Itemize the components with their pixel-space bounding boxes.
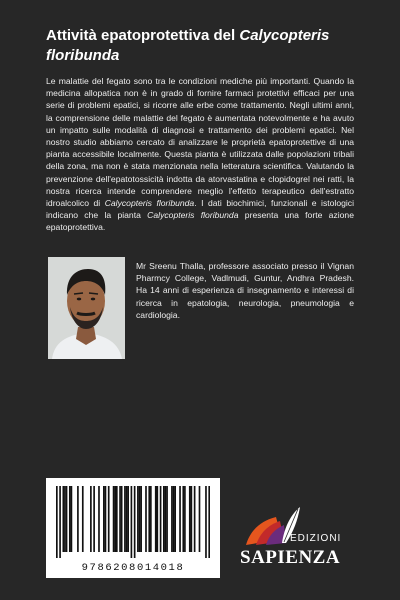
barcode-bar — [77, 486, 79, 552]
barcode-bar — [140, 486, 142, 552]
isbn-barcode — [46, 478, 220, 578]
barcode-bar — [163, 486, 165, 552]
barcode-bar — [56, 486, 58, 558]
barcode-bar — [69, 486, 71, 552]
barcode-bar — [90, 486, 92, 552]
barcode-bar — [184, 486, 186, 552]
barcode-bar — [165, 486, 167, 552]
author-bio: Mr Sreenu Thalla, professore associato presso il Vignan Pharmcy College, Vadlmudi, Guntur, Andhra Pradesh. Ha 14 anni di esperienza di insegnamento e interessi di ricerca in epatologia, neurologia, pneumologia e cardiologia. — [136, 261, 354, 320]
book-title-species: Calycopteris floribunda — [46, 27, 330, 64]
abstract-text-3: presenta una forte azione epatoprotettiva. — [46, 210, 354, 233]
barcode-bar — [114, 486, 116, 552]
barcode-bar — [121, 486, 123, 552]
barcode-bar — [134, 486, 136, 558]
barcode-bar — [59, 486, 61, 558]
barcode-bars — [56, 486, 210, 558]
barcode-bar — [116, 486, 118, 552]
barcode-bar — [174, 486, 176, 552]
publisher-name-small: EDIZIONI — [290, 533, 342, 544]
barcode-bar — [66, 486, 68, 552]
barcode-bar — [194, 486, 196, 552]
barcode-bar — [148, 486, 150, 552]
barcode-bar — [127, 486, 129, 552]
publisher-name-big: SAPIENZA — [240, 547, 341, 568]
barcode-bar — [98, 486, 100, 552]
barcode-bar — [171, 486, 173, 552]
book-title-main: Attività epatoprotettiva del — [46, 27, 240, 44]
barcode-bar — [93, 486, 95, 552]
barcode-bar — [155, 486, 157, 552]
author-portrait-illustration — [48, 257, 125, 359]
barcode-bar — [160, 486, 162, 552]
barcode-bar — [145, 486, 147, 552]
barcode-bar — [124, 486, 126, 552]
barcode-bar — [105, 486, 107, 552]
barcode-bar — [113, 486, 115, 552]
barcode-bar — [150, 486, 152, 552]
publisher-logo — [234, 505, 354, 570]
barcode-bar — [205, 486, 207, 558]
abstract-species-2: Calycopteris floribunda — [147, 210, 239, 221]
author-photo — [48, 257, 125, 359]
barcode-bar — [166, 486, 168, 552]
abstract-text-2: . I dati biochimici, funzionali e istologici indicano che la pianta — [46, 198, 354, 221]
barcode-bar — [173, 486, 175, 552]
barcode-bar — [208, 486, 210, 558]
barcode-bar — [137, 486, 139, 552]
barcode-bar — [157, 486, 159, 552]
barcode-bar — [71, 486, 73, 552]
barcode-bar — [62, 486, 64, 552]
abstract-text-1: Le malattie del fegato sono tra le condizioni mediche più importanti. Quando la medicina allopatica non è in grado di fornire farmaci protettivi efficaci per una serie di problemi epatici, si ricorre alle erbe come trattamento. Negli ultimi anni, la comprensione delle malattie del fegato è aumentata notevolmente e ha avuto un impatto sulle modalità di diagnosi e trattamento dei problemi epatici. Nel nostro studio abbiamo cercato di analizzare le proprietà epatoprotettive di una pianta accessibile localmente. Questa pianta è utilizzata dalle popolazioni tribali della zona, ma non è stata menzionata nella letteratura scientifica. Valutando la prevenzione dell'epatotossicità indotta da atorvastatina e clopidogrel nei ratti, la nostra ricerca intende comprendere meglio l'effetto terapeutico dell'estratto idroalcolico di — [46, 76, 354, 209]
barcode-bar — [199, 486, 201, 552]
barcode-bar — [119, 486, 121, 552]
barcode-bar — [103, 486, 105, 552]
book-title — [46, 26, 372, 66]
barcode-bar — [108, 486, 110, 552]
barcode-bar — [182, 486, 184, 552]
barcode-bar — [82, 486, 84, 552]
barcode-bar — [64, 486, 66, 552]
book-abstract — [46, 75, 354, 234]
abstract-species-1: Calycopteris floribunda — [104, 198, 195, 209]
barcode-bar — [139, 486, 141, 552]
isbn-number: 9786208014018 — [81, 562, 185, 574]
barcode-bar — [131, 486, 133, 558]
barcode-bar — [189, 486, 191, 552]
barcode-bar — [191, 486, 193, 552]
barcode-bar — [179, 486, 181, 552]
barcode-bar — [126, 486, 128, 552]
